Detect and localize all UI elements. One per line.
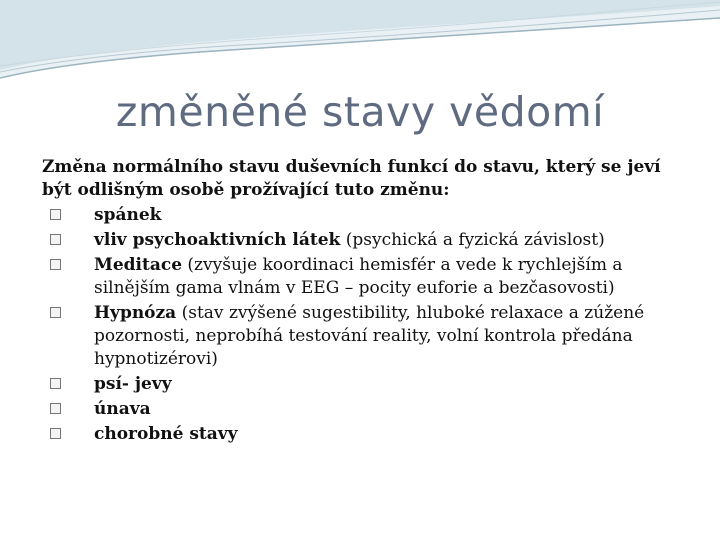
item-term: spánek: [94, 205, 162, 225]
list-item: [50, 373, 682, 396]
square-bullet-icon: [50, 378, 61, 389]
square-bullet-icon: [50, 209, 61, 220]
square-bullet-icon: [50, 234, 61, 245]
item-term: únava: [94, 399, 151, 419]
slide-content: [42, 156, 682, 448]
bullet-list: [42, 204, 682, 446]
list-item: [50, 229, 682, 252]
item-term: chorobné stavy: [94, 424, 238, 444]
square-bullet-icon: [50, 307, 61, 318]
list-item: [50, 254, 682, 300]
intro-text: Změna normálního stavu duševních funkcí do stavu, který se jeví být odlišným osobě prožívající tuto změnu:: [42, 157, 661, 200]
item-detail: (stav zvýšené sugestibility, hluboké relaxace a zúžené pozornosti, neprobíhá testování reality, volní kontrola předána hypnotizérovi): [94, 303, 645, 369]
list-item: [50, 302, 682, 371]
slide-title: změněné stavy vědomí: [115, 88, 605, 136]
item-term: psí- jevy: [94, 374, 172, 394]
item-term: vliv psychoaktivních látek: [94, 230, 341, 250]
list-item: [50, 204, 682, 227]
square-bullet-icon: [50, 403, 61, 414]
square-bullet-icon: [50, 428, 61, 439]
item-term: Meditace: [94, 255, 183, 275]
item-detail: (psychická a fyzická závislost): [340, 230, 605, 250]
square-bullet-icon: [50, 259, 61, 270]
item-term: Hypnóza: [94, 303, 177, 323]
item-detail: (zvyšuje koordinaci hemisfér a vede k rychlejším a silnějším gama vlnám v EEG – pocity euforie a bezčasovosti): [94, 255, 623, 298]
list-item: [50, 398, 682, 421]
list-item: [50, 423, 682, 446]
